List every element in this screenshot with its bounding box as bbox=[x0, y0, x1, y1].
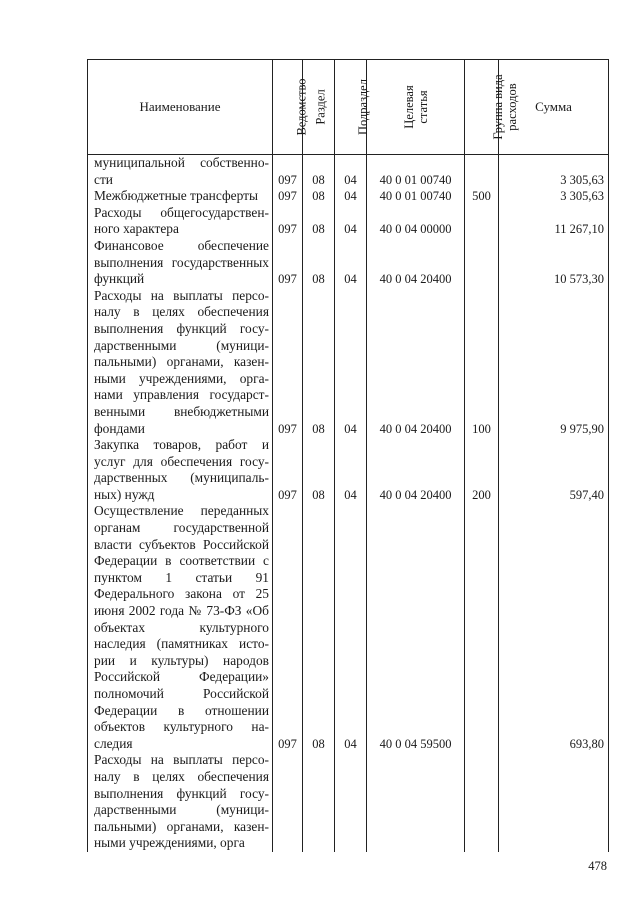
table-header-row bbox=[88, 60, 609, 155]
row-summa: 9 975,90 bbox=[499, 288, 609, 437]
row-podrazdel: 04 bbox=[335, 155, 367, 189]
row-summa: 3 305,63 bbox=[499, 188, 609, 205]
row-podrazdel: 04 bbox=[335, 188, 367, 205]
row-vedomstvo bbox=[273, 752, 303, 852]
table-row bbox=[88, 437, 609, 503]
row-razdel: 08 bbox=[303, 188, 335, 205]
row-summa: 10 573,30 bbox=[499, 238, 609, 288]
row-gruppa bbox=[465, 752, 499, 852]
row-vedomstvo: 097 bbox=[273, 188, 303, 205]
row-vedomstvo: 097 bbox=[273, 437, 303, 503]
row-razdel: 08 bbox=[303, 503, 335, 752]
row-name: Расходы общегосударственного характера bbox=[88, 205, 273, 238]
row-vedomstvo: 097 bbox=[273, 503, 303, 752]
row-razdel: 08 bbox=[303, 155, 335, 189]
table-row bbox=[88, 188, 609, 205]
row-podrazdel bbox=[335, 752, 367, 852]
row-gruppa bbox=[465, 205, 499, 238]
row-name: Расходы на выплаты персоналу в целях обеспечения выполнения функций государственными (муниципальными) органами, казенными учреждениями, орга bbox=[88, 752, 273, 852]
row-vedomstvo: 097 bbox=[273, 155, 303, 189]
row-tselevaya-statya: 40 0 01 00740 bbox=[367, 188, 465, 205]
row-gruppa: 500 bbox=[465, 188, 499, 205]
row-tselevaya-statya: 40 0 04 59500 bbox=[367, 503, 465, 752]
table-row bbox=[88, 155, 609, 189]
header-podrazdel: Подраздел bbox=[335, 60, 367, 155]
row-name: Закупка товаров, работ и услуг для обеспечения государственных (муниципальных) нужд bbox=[88, 437, 273, 503]
row-gruppa bbox=[465, 238, 499, 288]
row-razdel: 08 bbox=[303, 288, 335, 437]
row-razdel: 08 bbox=[303, 437, 335, 503]
row-summa: 693,80 bbox=[499, 503, 609, 752]
row-tselevaya-statya: 40 0 04 20400 bbox=[367, 437, 465, 503]
table-row bbox=[88, 752, 609, 852]
header-gruppa-vida-raskhodov: Группа вида расходов bbox=[465, 60, 499, 155]
row-name: Финансовое обеспечение выполнения государственных функций bbox=[88, 238, 273, 288]
table-row bbox=[88, 288, 609, 437]
header-summa: Сумма bbox=[499, 60, 609, 155]
row-summa: 11 267,10 bbox=[499, 205, 609, 238]
table-row bbox=[88, 205, 609, 238]
row-gruppa: 100 bbox=[465, 288, 499, 437]
header-vedomstvo: Ведомство bbox=[273, 60, 303, 155]
row-tselevaya-statya: 40 0 04 00000 bbox=[367, 205, 465, 238]
table-row bbox=[88, 503, 609, 752]
row-summa: 3 305,63 bbox=[499, 155, 609, 189]
table-row bbox=[88, 238, 609, 288]
budget-table bbox=[87, 59, 609, 852]
header-name: Наименование bbox=[88, 60, 273, 155]
row-gruppa bbox=[465, 155, 499, 189]
row-podrazdel: 04 bbox=[335, 437, 367, 503]
row-vedomstvo: 097 bbox=[273, 238, 303, 288]
header-razdel: Раздел bbox=[303, 60, 335, 155]
page-number: 478 bbox=[588, 859, 607, 873]
row-name: муниципальной собственности bbox=[88, 155, 273, 189]
row-gruppa: 200 bbox=[465, 437, 499, 503]
row-tselevaya-statya: 40 0 01 00740 bbox=[367, 155, 465, 189]
row-podrazdel: 04 bbox=[335, 205, 367, 238]
row-vedomstvo: 097 bbox=[273, 205, 303, 238]
row-podrazdel: 04 bbox=[335, 238, 367, 288]
row-razdel: 08 bbox=[303, 238, 335, 288]
row-podrazdel: 04 bbox=[335, 288, 367, 437]
row-summa bbox=[499, 752, 609, 852]
row-tselevaya-statya: 40 0 04 20400 bbox=[367, 238, 465, 288]
row-tselevaya-statya: 40 0 04 20400 bbox=[367, 288, 465, 437]
row-name: Расходы на выплаты персоналу в целях обеспечения выполнения функций государственными (муниципальными) органами, казенными учреждениями, органами управления государственными внебюджетными фондами bbox=[88, 288, 273, 437]
row-vedomstvo: 097 bbox=[273, 288, 303, 437]
row-name: Межбюджетные трансферты bbox=[88, 188, 273, 205]
row-razdel bbox=[303, 752, 335, 852]
row-gruppa bbox=[465, 503, 499, 752]
row-name: Осуществление переданных органам государственной власти субъектов Российской Федерации в соответствии с пунктом 1 статьи 91 Федерального закона от 25 июня 2002 года № 73-ФЗ «Об объектах культурного наследия (памятниках истории и культуры) народов Российской Федерации» полномочий Российской Федерации в отношении объектов культурного наследия bbox=[88, 503, 273, 752]
row-tselevaya-statya bbox=[367, 752, 465, 852]
row-summa: 597,40 bbox=[499, 437, 609, 503]
row-podrazdel: 04 bbox=[335, 503, 367, 752]
header-tselevaya-statya: Целевая статья bbox=[367, 60, 465, 155]
row-razdel: 08 bbox=[303, 205, 335, 238]
